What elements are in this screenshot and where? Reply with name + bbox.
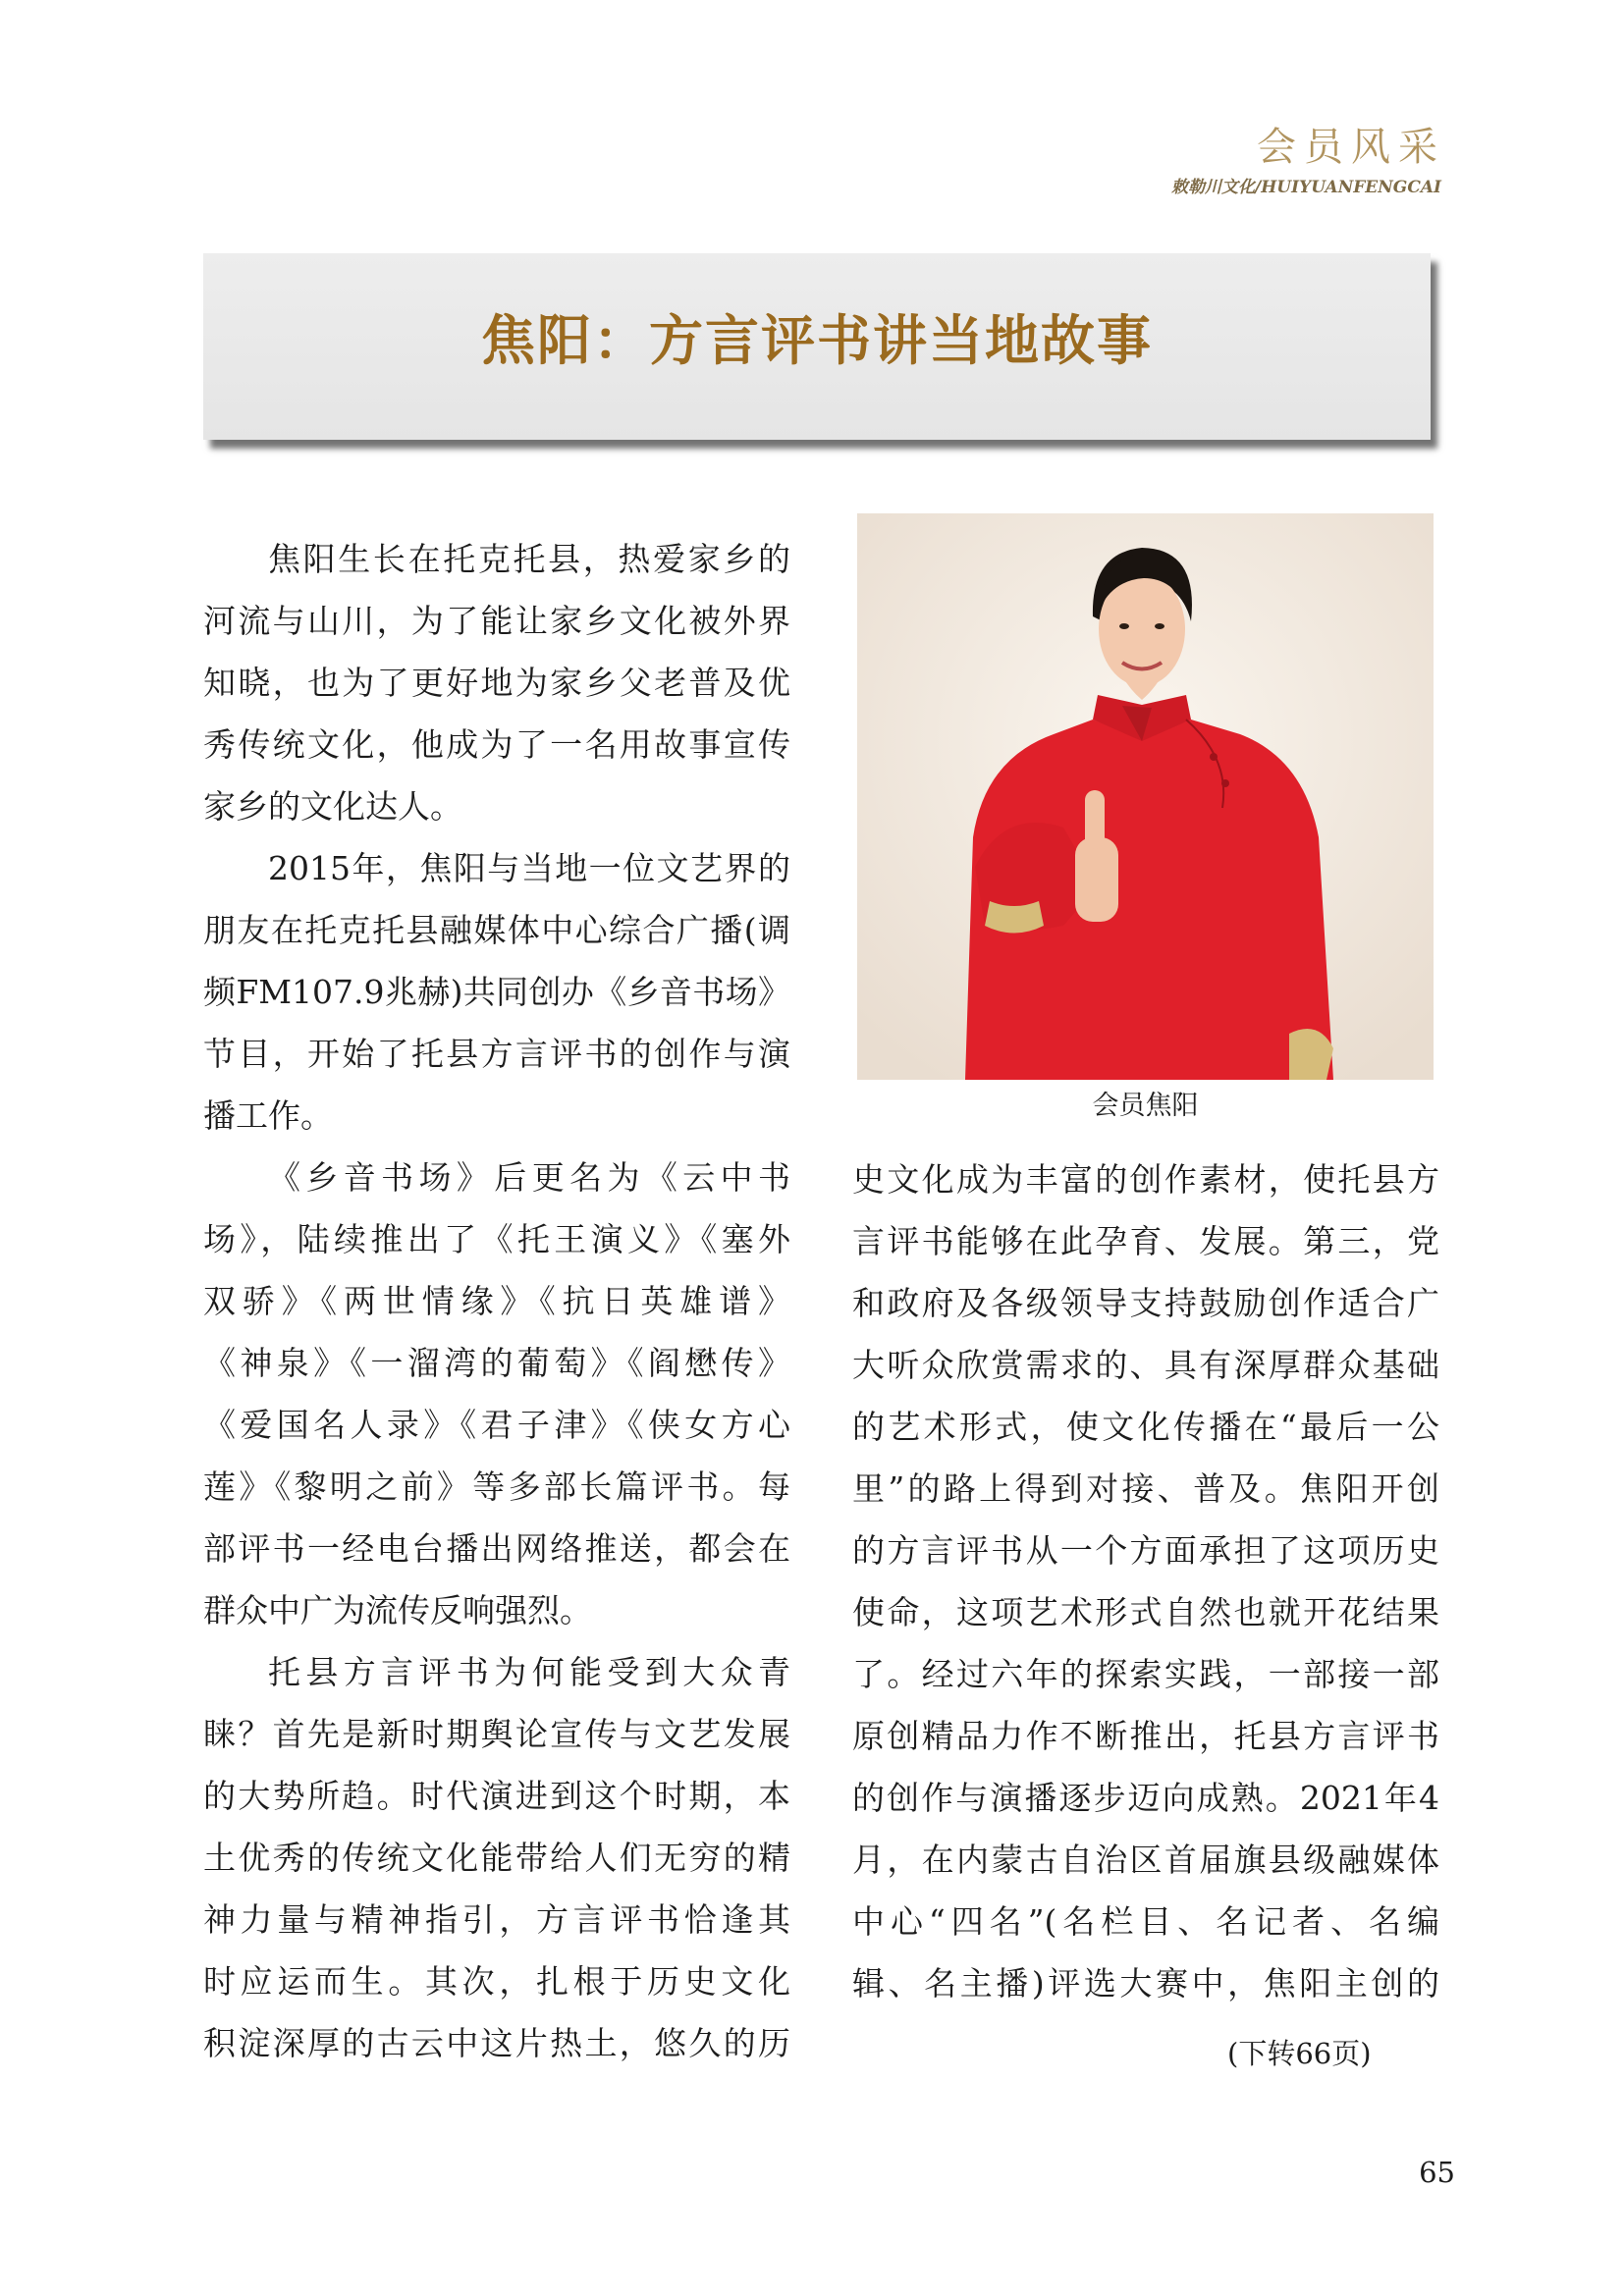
member-photo	[857, 513, 1434, 1080]
paragraph-line: 使命，这项艺术形式自然也就开花结果	[852, 1593, 1439, 1631]
paragraph-line: 秀传统文化，他成为了一名用故事宣传	[203, 725, 790, 764]
paragraph-line: 节目，开始了托县方言评书的创作与演	[203, 1035, 790, 1073]
section-header-title: 会员风采	[1257, 125, 1445, 170]
paragraph-line: 原创精品力作不断推出，托县方言评书	[852, 1717, 1439, 1755]
paragraph-line: 场》，陆续推出了《托王演义》《塞外	[203, 1220, 790, 1258]
paragraph-line: 神力量与精神指引，方言评书恰逢其	[203, 1900, 790, 1939]
paragraph-line: 月，在内蒙古自治区首届旗县级融媒体	[852, 1841, 1439, 1879]
paragraph-line: 了。经过六年的探索实践，一部接一部	[852, 1655, 1439, 1693]
paragraph-line: 莲》《黎明之前》等多部长篇评书。每	[203, 1468, 790, 1506]
paragraph-line: 的大势所趋。时代演进到这个时期，本	[203, 1777, 790, 1815]
paragraph-line: 和政府及各级领导支持鼓励创作适合广	[852, 1284, 1439, 1322]
paragraph-line: 频FM107.9兆赫)共同创办《乡音书场》	[203, 973, 790, 1011]
paragraph-line: 时应运而生。其次，扎根于历史文化	[203, 1962, 790, 2001]
photo-caption: 会员焦阳	[1092, 1091, 1199, 1121]
paragraph-line: 朋友在托克托县融媒体中心综合广播(调	[203, 911, 790, 949]
paragraph-line: 河流与山川，为了能让家乡文化被外界	[203, 602, 790, 640]
section-header-subtitle: 敕勒川文化/HUIYUANFENGCAI	[1171, 178, 1441, 197]
continued-note: (下转66页)	[1227, 2037, 1372, 2070]
paragraph-line: 双骄》《两世情缘》《抗日英雄谱》	[203, 1282, 790, 1320]
paragraph-line: 《乡音书场》后更名为《云中书	[268, 1158, 790, 1197]
paragraph-line: 部评书一经电台播出网络推送，都会在	[203, 1529, 790, 1568]
paragraph-line: 的创作与演播逐步迈向成熟。2021年4	[852, 1779, 1439, 1817]
article-left-column	[203, 528, 790, 2074]
paragraph-line: 史文化成为丰富的创作素材，使托县方	[852, 1160, 1439, 1199]
paragraph-line: 言评书能够在此孕育、发展。第三，党	[852, 1222, 1439, 1260]
paragraph-line: 2015年，焦阳与当地一位文艺界的	[268, 849, 790, 887]
paragraph-line: 睐？首先是新时期舆论宣传与文艺发展	[203, 1715, 790, 1753]
paragraph-line: 的艺术形式，使文化传播在“最后一公	[852, 1408, 1439, 1446]
article-right-column	[852, 1148, 1439, 2014]
paragraph-line: 群众中广为流传反响强烈。	[203, 1591, 592, 1629]
paragraph-line: 里”的路上得到对接、普及。焦阳开创	[852, 1469, 1439, 1508]
paragraph-line: 的方言评书从一个方面承担了这项历史	[852, 1531, 1439, 1570]
article-title: 焦阳：方言评书讲当地故事	[480, 309, 1153, 372]
paragraph-line: 《神泉》《一溜湾的葡萄》《阎懋传》	[203, 1344, 790, 1382]
article-title-box	[203, 253, 1431, 440]
paragraph-line: 《爱国名人录》《君子津》《侠女方心	[203, 1406, 790, 1444]
paragraph-line: 土优秀的传统文化能带给人们无穷的精	[203, 1839, 790, 1877]
paragraph-line: 播工作。	[203, 1096, 333, 1135]
page-number: 65	[1419, 2156, 1455, 2189]
paragraph-line: 托县方言评书为何能受到大众青	[268, 1653, 790, 1691]
paragraph-line: 知晓，也为了更好地为家乡父老普及优	[203, 664, 790, 702]
paragraph-line: 焦阳生长在托克托县，热爱家乡的	[268, 540, 790, 578]
paragraph-line: 家乡的文化达人。	[203, 787, 462, 826]
paragraph-line: 大听众欣赏需求的、具有深厚群众基础	[852, 1346, 1439, 1384]
paragraph-line: 中心“四名”(名栏目、名记者、名编	[852, 1902, 1439, 1941]
paragraph-line: 辑、名主播)评选大赛中，焦阳主创的	[852, 1964, 1439, 2002]
portrait-illustration	[857, 513, 1434, 1080]
paragraph-line: 积淀深厚的古云中这片热土，悠久的历	[203, 2024, 790, 2062]
